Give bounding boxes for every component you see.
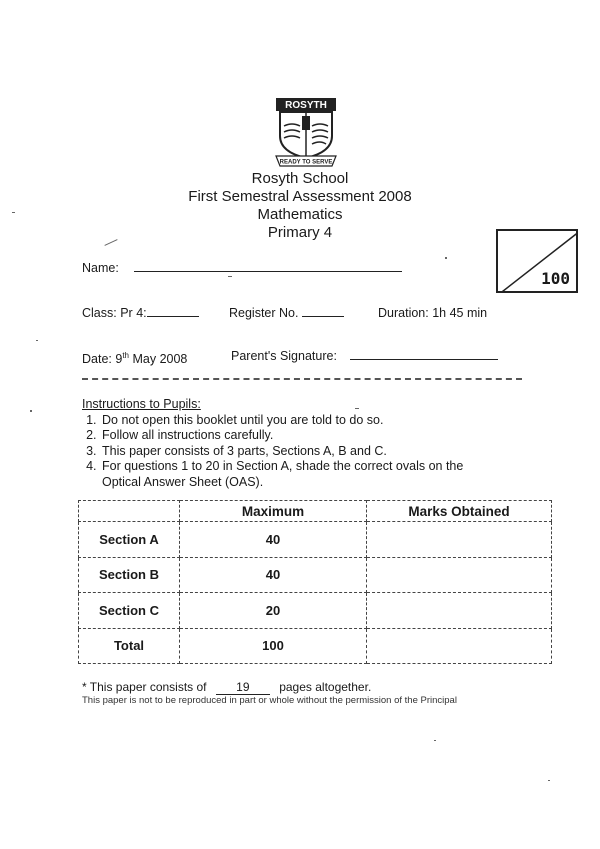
instructions <box>82 397 502 490</box>
table-header-blank <box>79 501 180 522</box>
class-field[interactable] <box>147 316 199 317</box>
parent-signature-field[interactable] <box>350 359 498 360</box>
scan-speck <box>36 340 38 341</box>
section-divider <box>82 378 522 380</box>
instruction-item: 2. Follow all instructions carefully. <box>100 428 502 444</box>
row-marks-obtained[interactable] <box>367 557 552 593</box>
register-field[interactable] <box>302 316 344 317</box>
register-row <box>229 305 344 321</box>
instruction-item: 1. Do not open this booklet until you are told to do so. <box>100 413 502 429</box>
table-row <box>79 593 552 629</box>
level-title: Primary 4 <box>267 224 333 241</box>
instruction-item: 3. This paper consists of 3 parts, Sections A, B and C. <box>100 444 502 460</box>
copyright-note: This paper is not to be reproduced in part or whole without the permission of the Principal <box>82 695 457 706</box>
row-label: Section A <box>79 522 180 558</box>
svg-text:READY TO SERVE: READY TO SERVE <box>279 159 333 166</box>
table-row <box>79 628 552 664</box>
name-label: Name: <box>82 261 119 275</box>
row-marks-obtained[interactable] <box>367 522 552 558</box>
row-label: Section C <box>79 593 180 629</box>
class-label: Class: <box>82 306 117 320</box>
subject-title: Mathematics <box>257 206 343 223</box>
scan-speck <box>445 257 447 259</box>
register-label: Register No. <box>229 306 299 320</box>
score-box <box>496 229 578 293</box>
instructions-list <box>82 413 502 491</box>
score-total: 100 <box>541 269 570 288</box>
date-suffix: th <box>122 351 129 360</box>
table-header-maximum: Maximum <box>180 501 367 522</box>
parent-signature-row <box>231 348 498 364</box>
table-header-row <box>79 501 552 522</box>
row-maximum: 100 <box>180 628 367 664</box>
scan-speck <box>434 740 436 741</box>
instruction-item: 4. For questions 1 to 20 in Section A, shade the correct ovals on the Optical Answer Sheet (OAS). <box>100 459 502 490</box>
date-day: 9 <box>115 352 123 367</box>
parent-signature-label: Parent's Signature: <box>231 349 337 363</box>
row-marks-obtained[interactable] <box>367 593 552 629</box>
table-row <box>79 522 552 558</box>
pages-note <box>82 680 371 695</box>
row-label: Total <box>79 628 180 664</box>
class-value: Pr 4: <box>120 306 147 320</box>
pages-suffix: pages altogether. <box>279 680 372 694</box>
row-maximum: 40 <box>180 522 367 558</box>
name-row <box>82 260 402 276</box>
row-marks-obtained[interactable] <box>367 628 552 664</box>
school-crest-logo <box>272 96 340 168</box>
svg-text:ROSYTH: ROSYTH <box>285 100 327 111</box>
marks-table <box>78 500 552 664</box>
assessment-title: First Semestral Assessment 2008 <box>188 188 412 205</box>
date-row <box>82 348 187 367</box>
scan-speck <box>30 410 32 412</box>
school-name: Rosyth School <box>251 170 349 187</box>
row-label: Section B <box>79 557 180 593</box>
row-maximum: 20 <box>180 593 367 629</box>
class-row <box>82 305 199 321</box>
scan-speck <box>228 276 232 277</box>
instructions-title: Instructions to Pupils: <box>82 397 201 411</box>
duration-text: Duration: 1h 45 min <box>378 306 488 320</box>
row-maximum: 40 <box>180 557 367 593</box>
table-header-marks-obtained: Marks Obtained <box>367 501 552 522</box>
table-row <box>79 557 552 593</box>
pages-prefix: * This paper consists of <box>82 680 207 694</box>
scan-speck <box>355 408 359 409</box>
pages-count: 19 <box>216 680 270 695</box>
name-field[interactable] <box>134 271 402 272</box>
scan-speck <box>548 780 550 781</box>
scan-speck <box>12 212 15 213</box>
date-label: Date: <box>82 352 112 367</box>
date-rest: May 2008 <box>132 352 188 367</box>
